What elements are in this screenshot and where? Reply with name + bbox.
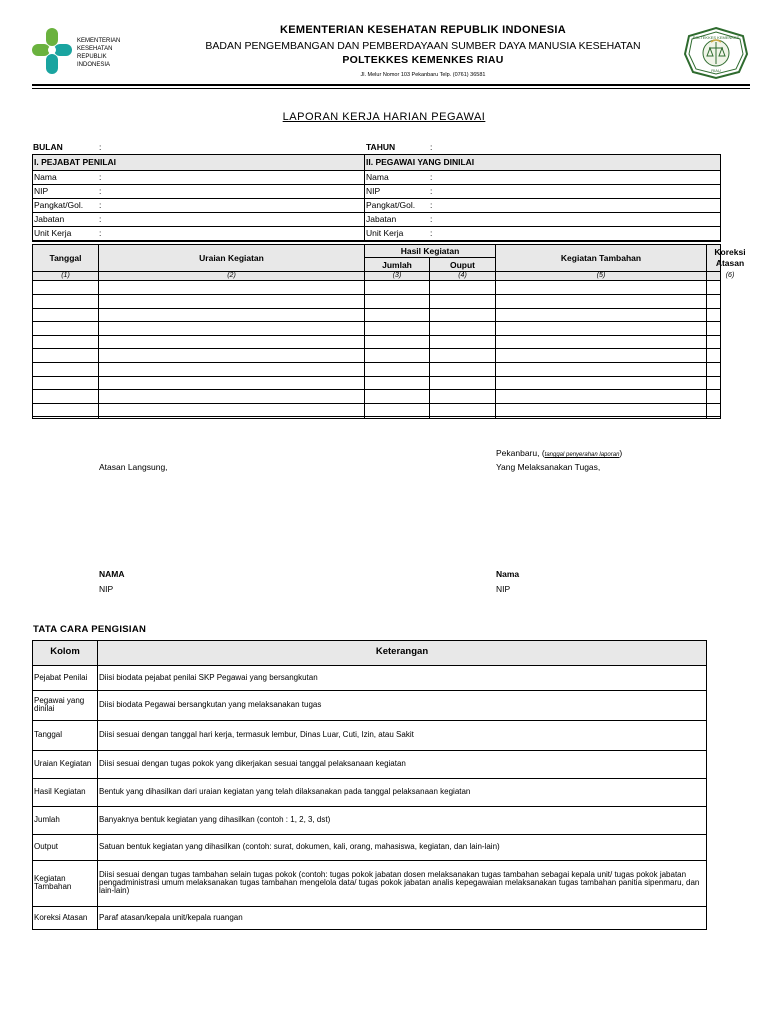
year-label: TAHUN: [366, 142, 396, 152]
col-header-tanggal: Tanggal: [49, 253, 82, 263]
header-divider-thin: [32, 88, 750, 89]
field-colon: :: [430, 214, 433, 224]
instruction-keterangan: Satuan bentuk kegiatan yang dihasilkan (contoh: surat, dokumen, kali, orang, mahasiswa, kegiatan, dan lain-lain): [99, 842, 500, 851]
left-role: Atasan Langsung,: [99, 462, 168, 472]
place-date-prefix: Pekanbaru, (: [496, 448, 545, 458]
col-header-hasil: Hasil Kegiatan: [400, 246, 460, 256]
col-header-tambahan: Kegiatan Tambahan: [560, 253, 642, 263]
kemenkes-logo-icon: [32, 28, 72, 76]
instruction-keterangan: Diisi biodata Pegawai bersangkutan yang melaksanakan tugas: [99, 700, 322, 709]
field-colon: :: [430, 200, 433, 210]
header-divider: [32, 84, 750, 86]
field-colon: :: [430, 228, 433, 238]
col-number: (5): [596, 272, 606, 279]
form-title: LAPORAN KERJA HARIAN PEGAWAI: [282, 111, 486, 123]
year-colon: :: [430, 142, 433, 152]
field-label: Pangkat/Gol.: [34, 200, 84, 210]
seal-top-text: POLTEKKES KEMENKES: [692, 35, 740, 40]
instruction-keterangan: Diisi sesuai dengan tanggal hari kerja, termasuk lembur, Dinas Luar, Cuti, Izin, atau Sakit: [99, 730, 414, 739]
ministry-name: KEMENTERIAN KESEHATAN REPUBLIK INDONESIA: [280, 24, 566, 36]
field-label: Nama: [34, 172, 57, 182]
field-colon: :: [99, 200, 102, 210]
instructions-title: TATA CARA PENGISIAN: [33, 624, 147, 635]
activity-row-line: [32, 362, 721, 363]
field-label: Pangkat/Gol.: [366, 200, 416, 210]
left-signer-name: NAMA: [99, 569, 125, 579]
logo-line: INDONESIA: [77, 62, 111, 68]
instruction-kolom: Tanggal: [34, 730, 63, 739]
field-colon: :: [430, 172, 433, 182]
col-number: (6): [725, 272, 735, 279]
poltekkes-seal-icon: [683, 26, 749, 80]
institution-name: POLTEKKES KEMENKES RIAU: [342, 54, 504, 66]
right-role: Yang Melaksanakan Tugas,: [496, 462, 601, 472]
activity-row-line: [32, 348, 721, 349]
field-colon: :: [430, 186, 433, 196]
instruction-kolom: Pejabat Penilai: [34, 672, 88, 682]
place-date: [496, 447, 622, 461]
instruction-keterangan: Banyaknya bentuk kegiatan yang dihasilkan (contoh : 1, 2, 3, dst): [99, 815, 331, 824]
field-colon: :: [99, 186, 102, 196]
field-colon: :: [99, 214, 102, 224]
col-header-uraian: Uraian Kegiatan: [199, 253, 264, 263]
instruction-keterangan: Bentuk yang dihasilkan dari uraian kegiatan yang telah dilaksanakan pada tanggal pelaksanaan kegiatan: [99, 787, 471, 796]
right-signer-name: Nama: [496, 569, 520, 579]
activity-row-line: [32, 294, 721, 295]
instruction-kolom: Uraian Kegiatan: [34, 759, 92, 768]
instructions-col-header: Kolom: [50, 646, 80, 657]
agency-name: BADAN PENGEMBANGAN DAN PEMBERDAYAAN SUMBER DAYA MANUSIA KESEHATAN: [205, 40, 641, 52]
field-label: NIP: [34, 186, 49, 196]
instruction-keterangan: Paraf atasan/kepala unit/kepala ruangan: [99, 913, 243, 922]
instruction-kolom: Hasil Kegiatan: [34, 787, 86, 796]
activity-row-line: [32, 335, 721, 336]
col-header-jumlah: Jumlah: [382, 260, 412, 270]
instruction-keterangan: Diisi biodata pejabat penilai SKP Pegawai yang bersangkutan: [99, 672, 318, 682]
field-label: Unit Kerja: [366, 228, 404, 238]
col-number: (1): [61, 272, 70, 279]
field-label: Jabatan: [366, 214, 397, 224]
col-header-output: Ouput: [449, 260, 476, 270]
section-right-title: II. PEGAWAI YANG DINILAI: [366, 157, 475, 167]
logo-line: KEMENTERIAN: [77, 38, 121, 44]
col-line: [97, 640, 98, 930]
field-label: Unit Kerja: [34, 228, 72, 238]
month-label: BULAN: [33, 142, 63, 152]
kemenkes-logo-text: [77, 37, 120, 69]
col-header-koreksi-1: Koreksi: [714, 247, 746, 257]
instruction-kolom: Koreksi Atasan: [34, 913, 88, 922]
activity-row-line: [32, 376, 721, 377]
field-colon: :: [99, 172, 102, 182]
place-date-note: tanggal penyerahan laporan: [544, 452, 620, 458]
left-signer-nip: NIP: [99, 584, 114, 594]
place-date-suffix: ): [619, 448, 623, 458]
instruction-kolom: Jumlah: [34, 815, 60, 824]
instruction-kolom: Pegawai yang dinilai: [34, 696, 85, 713]
section-left-title: I. PEJABAT PENILAI: [34, 157, 117, 167]
month-colon: :: [99, 142, 102, 152]
field-label: NIP: [366, 186, 381, 196]
col-header-koreksi-2: Atasan: [715, 258, 745, 268]
instruction-kolom: Output: [34, 842, 59, 851]
field-colon: :: [99, 228, 102, 238]
activity-row-line: [32, 389, 721, 390]
col-number: (2): [227, 272, 236, 279]
activity-row-line: [32, 308, 721, 309]
seal-bottom-text: RIAU: [711, 68, 721, 73]
instruction-kolom: Kegiatan Tambahan: [34, 874, 72, 891]
activity-row-line: [32, 321, 721, 322]
logo-line: KESEHATAN: [77, 46, 113, 52]
activity-row-line: [32, 416, 721, 417]
field-label: Nama: [366, 172, 389, 182]
instruction-keterangan: Diisi sesuai dengan tugas pokok yang dikerjakan sesuai tanggal pelaksanaan kegiatan: [99, 759, 406, 768]
col-number: (3): [392, 272, 402, 279]
right-signer-nip: NIP: [496, 584, 511, 594]
activity-row-line: [32, 403, 721, 404]
col-number: (4): [458, 272, 467, 279]
instructions-desc-header: Keterangan: [375, 646, 429, 657]
instruction-keterangan: Diisi sesuai dengan tugas tambahan selain tugas pokok (contoh: tugas pokok jabatan dosen melaksanakan tugas tambahan sebagai kepala unit/ tugas pokok jabatan pengadministrasi umum melaksanakan tugas tambahan mengelola data/ tugas pokok jabatan analis kepegawaian melaksanakan tugas tambahan panitia sipenmaru, dan lain-lain): [99, 870, 700, 895]
field-label: Jabatan: [34, 214, 65, 224]
row-line: [32, 241, 721, 242]
institution-address: Jl. Melur Nomor 103 Pekanbaru Telp. (0761) 36581: [360, 72, 486, 78]
logo-line: REPUBLIK: [77, 54, 107, 60]
